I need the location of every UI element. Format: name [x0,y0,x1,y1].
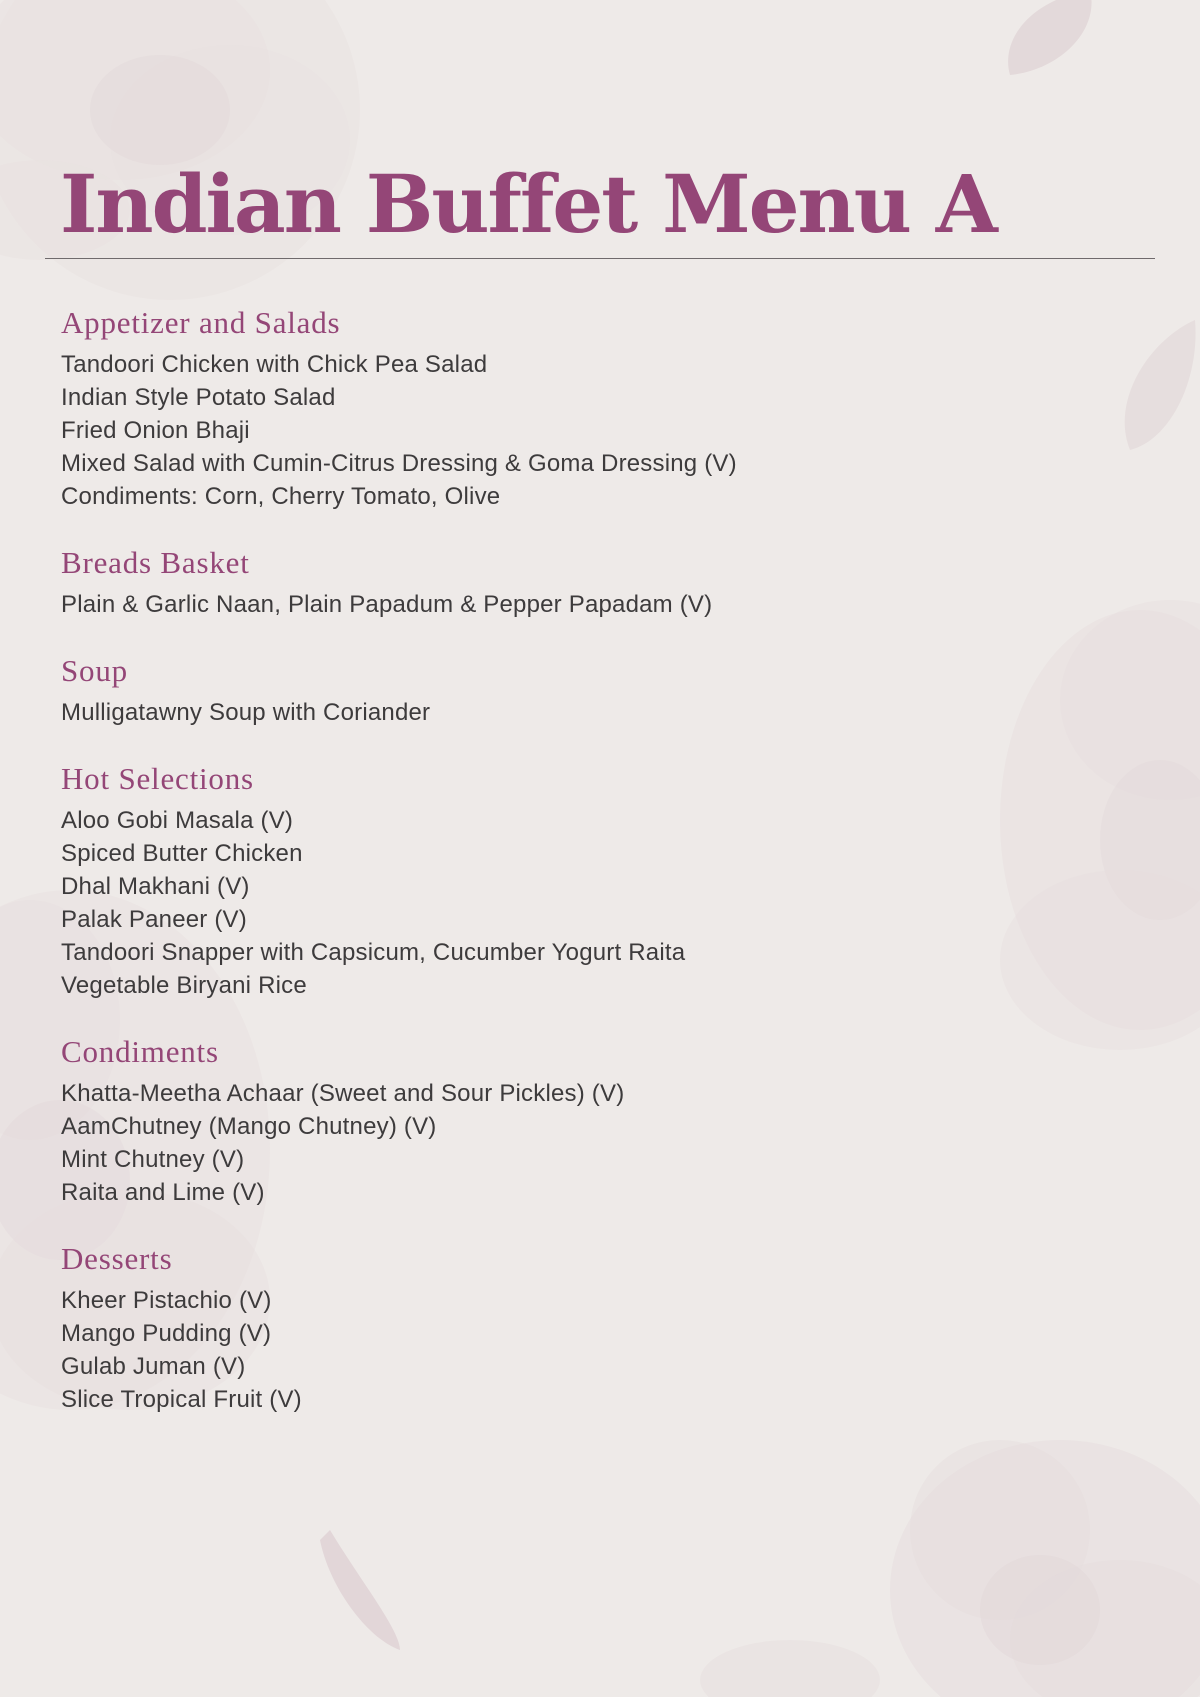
menu-item: Plain & Garlic Naan, Plain Papadum & Pepper Papadam (V) [61,591,713,618]
menu-item: Kheer Pistachio (V) [61,1287,272,1314]
menu-item-list [61,1284,1061,1416]
menu-item: Mixed Salad with Cumin-Citrus Dressing & Goma Dressing (V) [61,450,737,477]
section-title: Soup [61,653,128,688]
menu-item: AamChutney (Mango Chutney) (V) [61,1113,437,1140]
menu-item: Indian Style Potato Salad [61,384,336,411]
menu-item: Slice Tropical Fruit (V) [61,1386,302,1413]
title-divider [45,258,1155,259]
menu-item: Spiced Butter Chicken [61,840,303,867]
section-appetizer-and-salads [61,303,1061,513]
menu-item: Aloo Gobi Masala (V) [61,807,294,834]
section-title: Condiments [61,1034,219,1069]
section-title: Hot Selections [61,761,254,796]
menu-item: Vegetable Biryani Rice [61,972,307,999]
menu-item-list [61,348,1061,513]
section-breads-basket [61,543,1061,621]
menu-item-list [61,588,1061,621]
section-condiments [61,1032,1061,1209]
menu-item: Mulligatawny Soup with Coriander [61,699,431,726]
menu-sections [61,303,1061,1446]
section-title: Breads Basket [61,545,250,580]
section-desserts [61,1239,1061,1416]
section-title: Desserts [61,1241,173,1276]
menu-title: Indian Buffet Menu A [60,157,996,251]
menu-item: Tandoori Snapper with Capsicum, Cucumber Yogurt Raita [61,939,686,966]
menu-item-list [61,696,1061,729]
menu-item: Condiments: Corn, Cherry Tomato, Olive [61,483,501,510]
menu-item: Fried Onion Bhaji [61,417,250,444]
menu-item: Khatta-Meetha Achaar (Sweet and Sour Pickles) (V) [61,1080,625,1107]
menu-item-list [61,1077,1061,1209]
menu-item: Mango Pudding (V) [61,1320,272,1347]
menu-item: Mint Chutney (V) [61,1146,245,1173]
menu-item: Palak Paneer (V) [61,906,247,933]
section-hot-selections [61,759,1061,1002]
section-soup [61,651,1061,729]
menu-item-list [61,804,1061,1002]
menu-item: Tandoori Chicken with Chick Pea Salad [61,351,488,378]
section-title: Appetizer and Salads [61,305,341,340]
menu-item: Raita and Lime (V) [61,1179,265,1206]
menu-item: Gulab Juman (V) [61,1353,246,1380]
menu-item: Dhal Makhani (V) [61,873,250,900]
